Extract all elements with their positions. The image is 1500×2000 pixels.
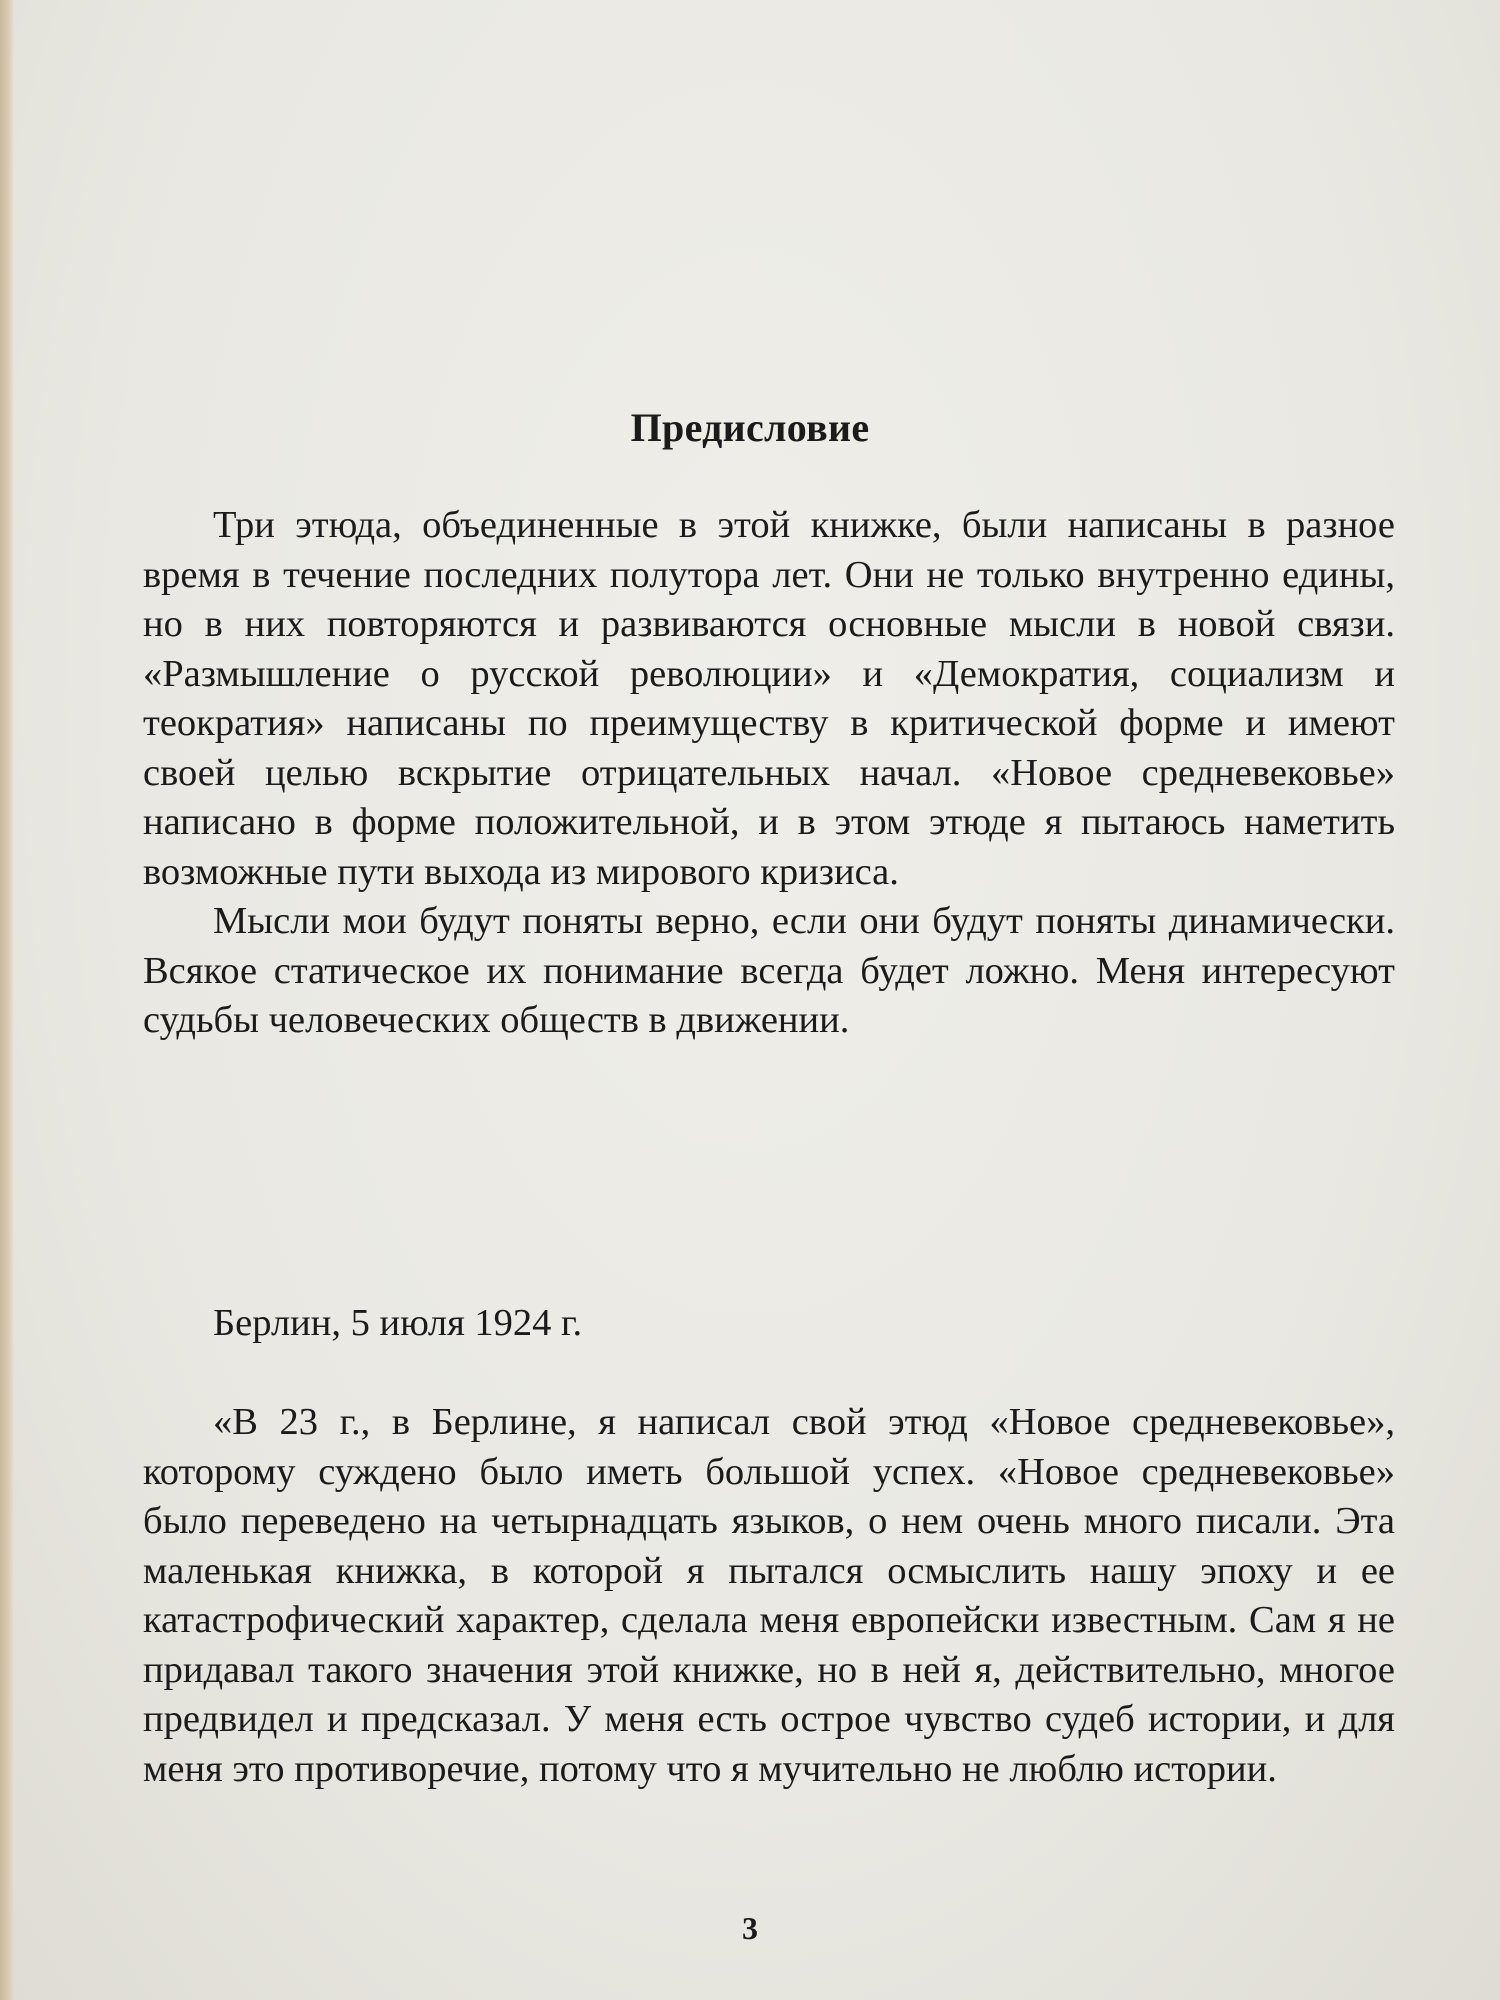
- date-line: Берлин, 5 июля 1924 г.: [213, 1302, 583, 1344]
- paragraph-1: Три этюда, объединенные в этой книжке, были написаны в разное время в течение последних полутора лет. Они не только внутренно едины, но в них повторяются и развиваются основные мысли в новой связи. «Размышление о русской революции» и «Демократия, социализм и теократия» написаны по преимуществу в критической форме и имеют своей целью вскрытие отрицательных начал. «Новое средневековье» написано в форме положительной, и в этом этюде я пытаюсь наметить возможные пути выхода из мирового кризиса.: [143, 504, 1395, 893]
- page-number: 3: [742, 1910, 758, 1946]
- quote-text: [143, 1398, 1395, 1794]
- paragraph-2: Мысли мои будут поняты верно, если они будут поняты динамически. Всякое статическое их понимание всегда будет ложно. Меня интересуют судьбы человеческих обществ в движении.: [143, 900, 1395, 1041]
- quote-paragraph: «В 23 г., в Берлине, я написал свой этюд «Новое средневековье», которому суждено было иметь большой успех. «Новое средневековье» было переведено на четырнадцать языков, о нем очень много писали. Эта маленькая книжка, в которой я пытался осмыслить нашу эпоху и ее катастрофический характер, сделала меня европейски известным. Сам я не придавал такого значения этой книжке, но в ней я, действительно, многое предвидел и предсказал. У меня есть острое чувство судеб истории, и для меня это противоречие, потому что я мучительно не люблю истории.: [143, 1401, 1395, 1790]
- preface-text: [143, 501, 1395, 1046]
- page-title: Предисловие: [630, 405, 870, 450]
- page-binding-edge: [0, 0, 14, 2000]
